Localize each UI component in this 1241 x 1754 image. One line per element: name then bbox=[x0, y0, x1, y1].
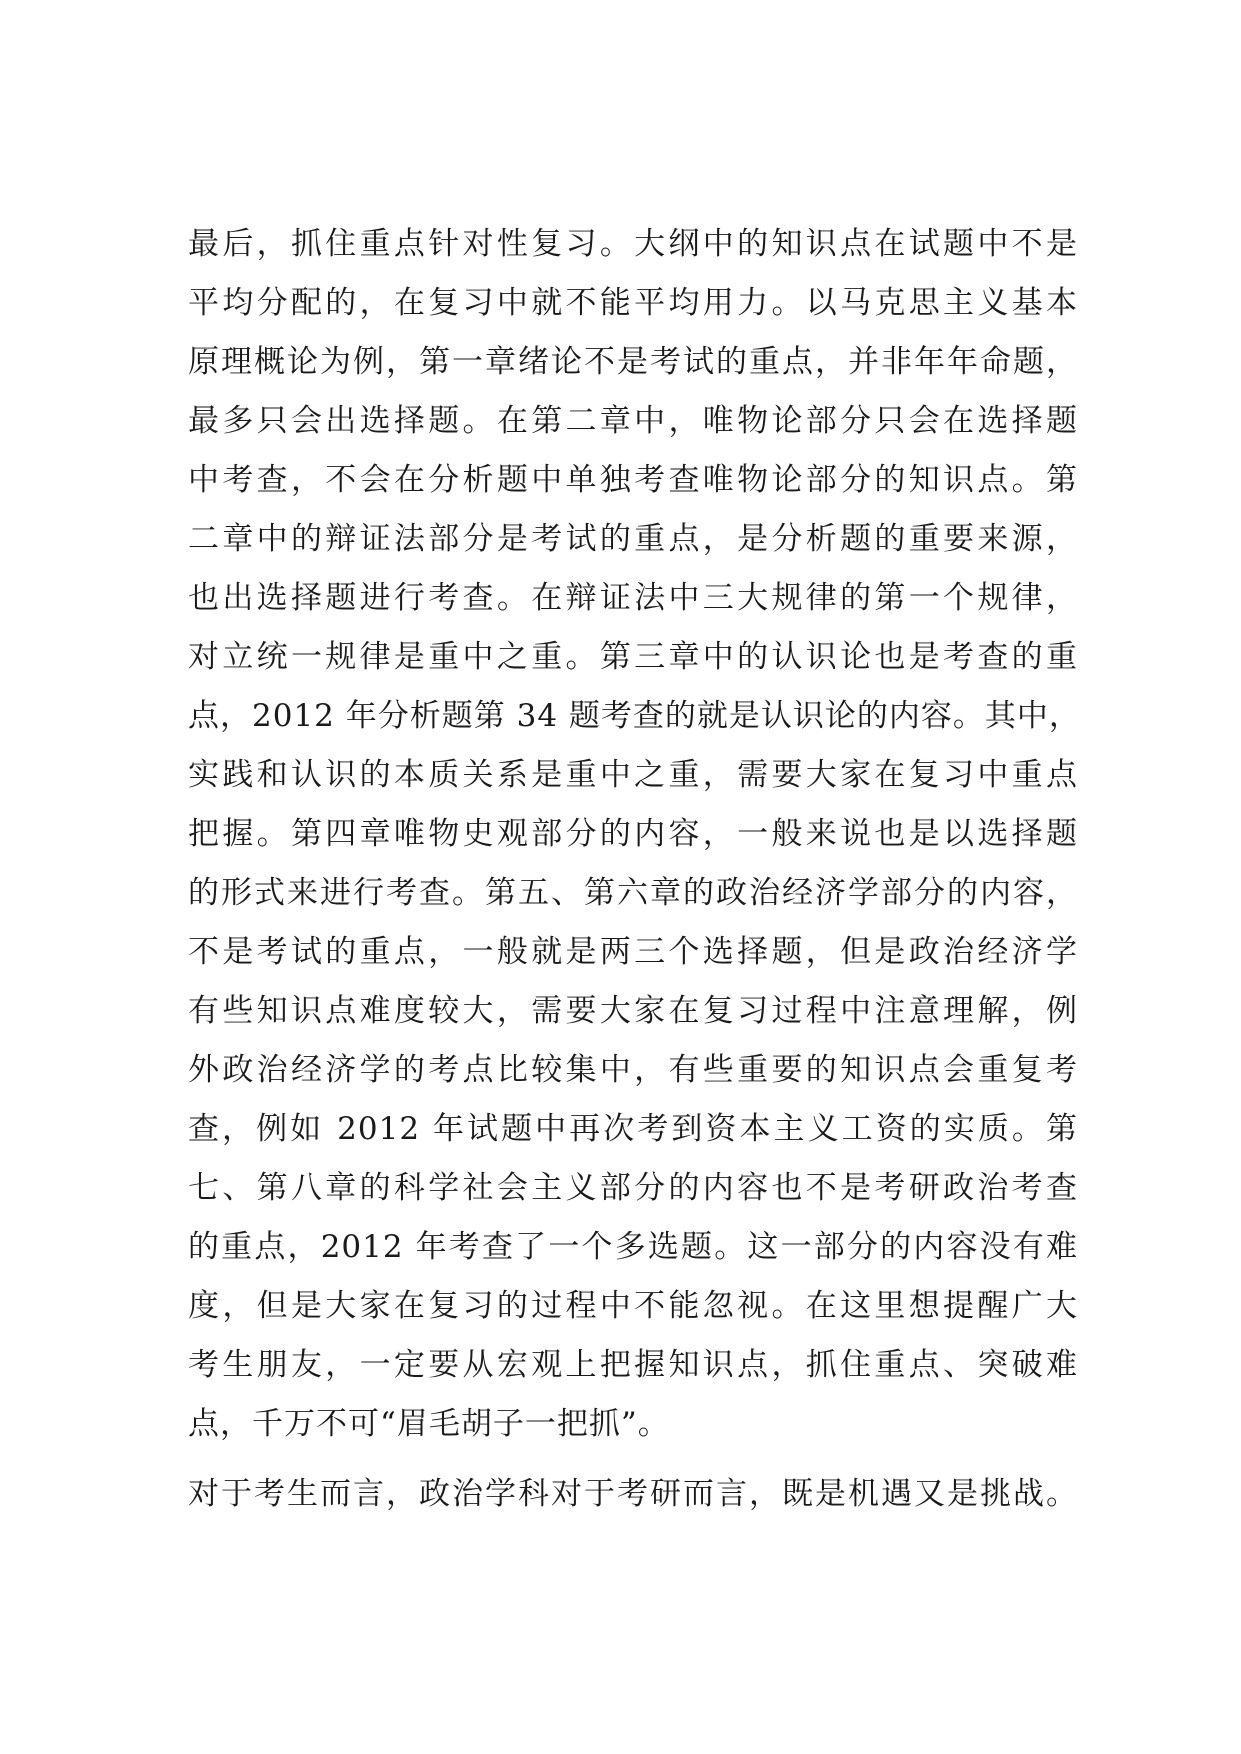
text-line: 平均分配的，在复习中就不能平均用力。以马克思主义基本 bbox=[188, 285, 1078, 321]
paragraph-review-strategy bbox=[188, 215, 1081, 1454]
text-line: 不是考试的重点，一般就是两三个选择题，但是政治经济学 bbox=[188, 934, 1078, 970]
text-line: 对立统一规律是重中之重。第三章中的认识论也是考查的重 bbox=[188, 639, 1078, 675]
text-line: 度，但是大家在复习的过程中不能忽视。在这里想提醒广大 bbox=[188, 1288, 1078, 1324]
text-line: 有些知识点难度较大，需要大家在复习过程中注意理解，例 bbox=[188, 993, 1078, 1029]
text-line: 最后，抓住重点针对性复习。大纲中的知识点在试题中不是 bbox=[188, 226, 1078, 262]
paragraph-conclusion bbox=[188, 1465, 1078, 1524]
text-line: 点，千万不可“眉毛胡子一把抓”。 bbox=[188, 1406, 670, 1442]
text-line: 中考查，不会在分析题中单独考查唯物论部分的知识点。第 bbox=[188, 462, 1078, 498]
text-line: 外政治经济学的考点比较集中，有些重要的知识点会重复考 bbox=[188, 1052, 1078, 1088]
text-line: 点，2012 年分析题第 34 题考查的就是认识论的内容。其中， bbox=[188, 698, 1081, 734]
text-line: 的重点，2012 年考查了一个多选题。这一部分的内容没有难 bbox=[188, 1229, 1078, 1265]
text-line: 考生朋友，一定要从宏观上把握知识点，抓住重点、突破难 bbox=[188, 1347, 1078, 1383]
text-line: 原理概论为例，第一章绪论不是考试的重点，并非年年命题， bbox=[188, 344, 1078, 380]
text-line: 查，例如 2012 年试题中再次考到资本主义工资的实质。第 bbox=[188, 1111, 1078, 1147]
text-line: 的形式来进行考查。第五、第六章的政治经济学部分的内容， bbox=[188, 875, 1078, 911]
text-line: 也出选择题进行考查。在辩证法中三大规律的第一个规律， bbox=[188, 580, 1078, 616]
text-line: 把握。第四章唯物史观部分的内容，一般来说也是以选择题 bbox=[188, 816, 1078, 852]
text-line: 七、第八章的科学社会主义部分的内容也不是考研政治考查 bbox=[188, 1170, 1078, 1206]
text-line: 对于考生而言，政治学科对于考研而言，既是机遇又是挑战。 bbox=[188, 1476, 1078, 1512]
text-line: 最多只会出选择题。在第二章中，唯物论部分只会在选择题 bbox=[188, 403, 1078, 439]
text-line: 二章中的辩证法部分是考试的重点，是分析题的重要来源， bbox=[188, 521, 1078, 557]
text-line: 实践和认识的本质关系是重中之重，需要大家在复习中重点 bbox=[188, 757, 1078, 793]
